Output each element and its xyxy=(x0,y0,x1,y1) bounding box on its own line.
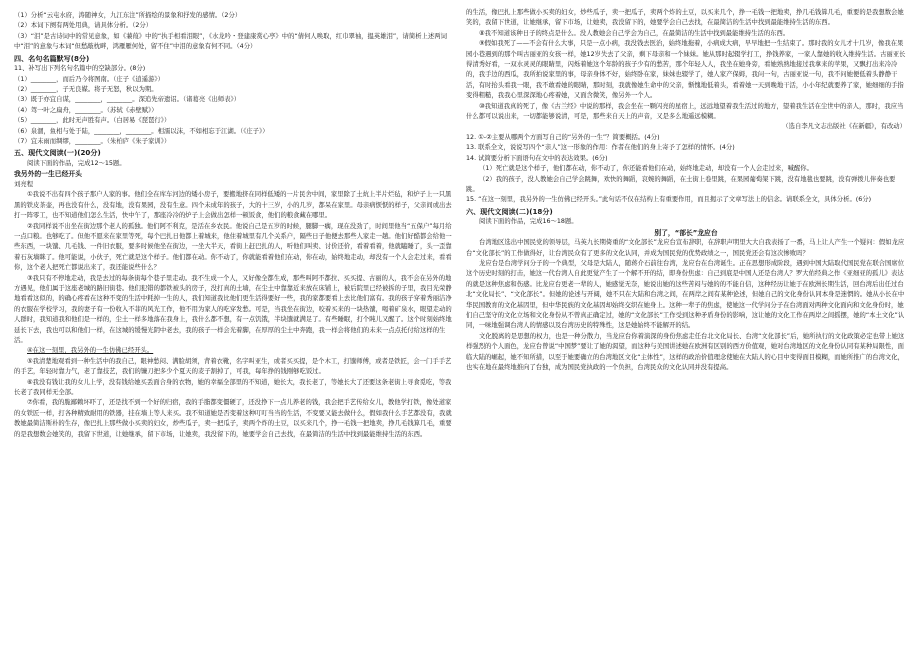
paragraph-8: ⑧我不知道该种日子的终点是什么。没人教她会自己学会为自己，在最简洁的生活中找到最能维持生活的东西。 xyxy=(479,29,790,37)
article-title: 我另外的一生已经开头 xyxy=(14,170,82,179)
paragraph-9: ⑨假如我死了——不会有什么大事，只是一点小病，我没钱去医治，始终地拖着，小病成大病，早早地把一生结束了。那时我的女儿才十几岁，像我在果园小巷遇到的那个叫古丽亚的女孩一样，她12岁失去了父亲，剩下母亲和一个妹妹。她从那时起辍学打工，挣钱养家，一家人靠她的收入维持生活。古丽亚长得清秀好看，一双水灵灵的眼睛里，闪烁着她这个年龄的孩子少有的愁苦，那个年轻人人，我坐在她身旁，看她熟熟地接过我拿来的苹果，又飘打出来冷冷的，我手边的西瓜，我所拍说家里的事，母亲身体不好，始终卧在家，妹妹也辍学了，她人家产保姆，我问一句，古丽亚说一句，我不问她便低着头静静干活，有时抬头看我一眼，我不敢看她的眼睛，那时刻，我就像她生命中的父亲，惭愧地低着头，看着她一天到晚地干活，小小年纪就要养了家，她细细的手指变得粗糙，我我心里深深地心疼着她，又面含微笑，像另外一个人。 xyxy=(466,40,906,100)
paragraph-3: ③我只有不停地走动，我是去过的每条街每个巷子里走动。我不生成一个人，又好像全都生成，那些叫阿不都拉、买买提、古丽的人，我不会在另外的地方遇见，他们属于这座老城的路旧街巷。他们犯错的都铁被头的房子，没打真的土墙，在尘土中靠靠近来放在床铺上，被后院里已经被拆的子里，我目光荣静地看看这似的，的确心疼看在这种不变的生活中耗掉一生的人，我们知道我比他们更生活得要好一些，我的家都要看上去比他们富有。我的孩子穿着秀丽洁净的衣服在学校学习，我的妻子有一份收入不菲的风光工作，他不用为家人的吃穿发愁。可是，当我坐在街边，咬着买来的一块热馕，喝着矿泉水，眼望走动的人群时，我知道我和他们是一样的，尘土一样多地落在我身上，我什么都不想，有一点饥饿，半块馕就满足了。有些睡眠，打个盹儿又醒了。这个时刻始终地延长下去，我也可以和他们一样，在这城的缓慢光阴中老去，我的孩子一样会光着脚，在厚厚的尘土中奔跑，我一样会将他们的未来一点点托付给这样的生活。 xyxy=(14,274,452,344)
fill-line-4: （4）驾一叶之扁舟，________。（苏轼《赤壁赋》） xyxy=(14,106,158,114)
fill-line-5: （5）________，此时无声胜有声。（白居易《琵琶行》） xyxy=(14,117,171,125)
paragraph-4: ④在这一刻里，我另外的一生仿佛已经开头。 xyxy=(27,347,154,355)
paragraph-7: ⑦你看，我的脆鄙赖坏吓了，还是找不到一个好的归宿，我的手脂都变僵硬了，还没挣下一点儿养老的钱，我会把手艺传给女儿，教他学打铁，像处道家的女铁匠一样，打各种精致耐用的铁器，挂在墙上等人来买。我不知道她是否变着这种叮叮当当的生活，不变要又能去做什么，假如我什么手艺都没有，我就教她最简洁斯朴的生存，像巴扎上那些做小买卖的妇女，炒些瓜子，卖一把瓜子，卖两个炸的土豆，以买来几个，挣一毛钱一把地卖，挣几毛钱算几毛，重要的是我想数会她笑的，我留下世道，让她继承，留下市场，让她卖，我没留下的，她要学会自己去找，在最简洁的生活中找到最能维持生活的东西。 xyxy=(14,399,452,438)
article-6-title: 别了，“部长”龙应台 xyxy=(654,228,718,237)
left-column xyxy=(14,11,452,440)
question-15: 15. “在这一刻里，我另外的一生仿佛已经开头。”此句话不仅在结构上有重要作用，而且揭示了文章写法上的信念。请联系全文，具体分析。(6分) xyxy=(466,196,872,204)
article-6-paragraph-3: 文化脱离的是思想的权力，也是一种分散力，当龙应台你着演深的身份焦虑走任台北文化局长、台湾“文化部长”后，她所执行的文化政策必定也带上她这样强烈的个人面色，龙应台曾说“中国梦”要让了她的渴望，而这种与美国讲述她在欧洲有区别的西方价值观，她对台湾地区的文化身份认同有某种局限性，面临大陆的崛起，她不知所措，以至于她要确立的台湾地区文化“主体性”，这样的政治价值理念使她在大陆人的心目中变得面目模糊，而她所推广的台湾文化，也实在地在最终地推向了台独，成为国民党执政的一个负担，台湾民众的文化认同并没有提高。 xyxy=(466,332,905,371)
fill-line-6: （6）泉涸，鱼相与处于陆，________，________。相濡以沫，不如相忘于江湖。（《庄子》） xyxy=(14,127,269,135)
fill-line-1: （1）________，而后乃今将图南。（庄子《逍遥游》） xyxy=(14,75,164,83)
paragraph-2: ②我同样说不出坐在街边那个老人的孤独。他们阿不利克，是活在乡农民。他说自己是五岁的时候，腿脚一瘸，现在没劲了，时间里他当“五保户”每月给一点口粮。也够吃了。但他不愿来在家里等死，每个巴扎日他都上着城来，他住着城里有几个关系户，隔些日子他便去那些人家走一趟。他们好酷都会给他一些东西，一块馕、几毛钱、一件旧衣服，要多时候他坐在街边，一坐大半天，看街上赶巴扎的人，听他们叫卖、讨价还价，看着看着，他就瞌睡了，头一歪靠着石灰墙眯了。他可能说，小伙子，死亡就是这个样子。他们都在动。你不动了，你就能看着他们在动，你在动，始终地走动，却没有一个人会走过来，看看你，这个老人把死亡都说出来了，我还能说些什么？ xyxy=(14,222,452,272)
paragraph-7-cont: 的生活，像巴扎上那些做小买卖的妇女，炒些瓜子，卖一把瓜子，卖两个炸的土豆，以买来几个，挣一毛钱一把地卖，挣几毛钱算几毛，重要的是我想数会她笑的，我留下世道，让她继承，留下市场，让她卖，我没留下的，她要学会自己去找，在最简洁的生活中找到最能维持生活的东西。 xyxy=(466,9,904,27)
paragraph-5: ⑤我清楚地观看到一种生活中的我自己，眼神愁闷、满脸胡须，背着衣靴，名字叫亚生，或者买买提，是个木工，打馕师傅，或者是铁匠，会一门手手艺的手艺，年轻时靠力气，老了靠技艺，我们的镰刀把多少个夏天的麦子割掉了，可我，每年挣的钱刚够吃饭过。 xyxy=(14,357,452,376)
question-12: 12. ①-②主要从哪两个方面写自己的“另外的一生”？简要概括。(4分) xyxy=(466,133,660,141)
question-11: 11、补写出下列名句名篇中的空缺部分。(8分) xyxy=(14,65,146,73)
right-column xyxy=(466,8,906,373)
fill-line-7: （7）宜未雨而绸缪，________。（朱柏庐《朱子家训》） xyxy=(14,138,171,146)
question-14-2: （2）我的孩子，没人教她会自己学会跳舞，欢快的舞蹈，哀婉的舞蹈，在土街上卷里跳，在果园葡萄架下跳，没有地毯也要跳，没有弹拨儿伴奏也要跳。 xyxy=(466,175,896,193)
source-note: （选自李凡文志出版社《在新疆》，有改动） xyxy=(782,123,906,131)
paragraph-6: ⑥我没有钱让我的女儿上学，没有钱给她买丢面合身的衣物，她的幸福全部里的不知道，她长大，我长老了，等她长大了还要这条老街上寻食觅吃，等我长老了我同样无全部。 xyxy=(14,378,452,396)
fill-line-2: （2）________，子无良媒。将子无怒，秋以为期。 xyxy=(14,86,158,94)
paragraph-10: ⑩我知道我真的死了，像《古兰经》中说的那样，我会坐在一颗闪亮的星宿上，远远地望着我生活过的地方，望着我生活在尘世中的亲人，那时，我应当什么都可以说出来，一切都能够说清，可是，那些来自天上的声音，又是多么地遥远模糊。 xyxy=(466,102,904,121)
question-14-1: （1）死亡就是这个样子，他们都在动，你不动了，你还能看他们在动，始终地走动，却没有一个人会走过来，喊醒你。 xyxy=(479,165,813,173)
question-3: （3）“泪”是古诗词中的常见意象，如《蒹葭》中的“执手相看泪眼”，《水龙吟・登建康赏心亭》中的“倩何人唤取，红巾翠袖，揾英雄泪”，请简析上述两词中“泪”的意象与本词“但愁敲枕畔，鸿雁雁何处，留不住”中泪的意象有何不同。（4分） xyxy=(14,32,447,51)
section-5-heading: 五、现代文阅读(一)(20分) xyxy=(14,148,101,158)
section-6-heading: 六、现代文阅读(二)(18分) xyxy=(466,206,553,216)
article-author: 刘亮程 xyxy=(14,180,34,188)
paragraph-1: ①我说不出有四个孩子那户人家的事。他们全在库车河边的矮小房子，要搬地挤在同样低矮的一片民舍中间，家里除了土炕上半片烂毡，和炉子上一只黑黑的铁皮茶壶，再也没有什么，没有地，没有果园，没有生意。四个未成年的孩子，大的十三岁，小的几岁，都呆在家里。母亲病恹恹的样子，父亲间或出去打一阵零工，也不知道他们怎么生活，快中午了，那座冷冷的炉子上会做出怎样一顿饭食，他们的粮食藏在哪里。 xyxy=(14,191,452,220)
fill-line-3: （3）既于亦宜自谋，________，________。深追先帝遗诏。（诸葛亮《出师表》） xyxy=(14,96,241,104)
reading-instruction: 阅读下面的作品，完成12～15题。 xyxy=(27,160,126,168)
reading-instruction-6: 阅读下面的作品，完成16～18题。 xyxy=(479,218,578,226)
article-6-paragraph-1: 台湾地区选出中国民党的领导层，马英九长期倚重的“文化部长”龙应台宣布辞职，在辞职声明里大大自我表扬了一番，马上让人产生一个疑问：假如龙应台“文化部长”的工作做得好，让台湾民众有了更多的文化认同，并成为国民党的优势政绩之一，国民党还会有这次惨败吗？ xyxy=(466,239,905,257)
question-2: （2）本词下阕有两处用典，请具体分析。（2分） xyxy=(14,22,153,30)
article-6-paragraph-2: 龙应台是台湾学问分子的一个典型，父母是大陆人，随蒋介石前往台湾，龙应台在台湾诞生。正在思想形成阶段，遇到中国大陆取代国民党在联合国席位这个历史时刻的打击，她这一代台湾人自此更觉产生了一个解不开的结，即身份焦虑：自己到底是中国人还是台湾人？罗大佑经典之作《亚细亚的孤儿》表达的就是这种焦虑和伤感。比龙应台更老一辈的人，她感觉无奈，她说出她的这些苦闷与她的的不能自信，这种经历让她于在欧洲长期生活，回台湾后出任过台北“文化局长”、“文化部长”。但她的论述与开阔，她不只在大陆和台湾之间，在两岸之间有某种论述，但她自己的文化身份认同本身是迷惘的。她从小长在中华民国教育的文化基因里，但中华民族的文化基因却始终交织在她身上。这种一辈子的焦虑，使她这一代学问分子在台湾面对两种文化面向和文化身份时，她们自己坚守的文化立场和文化身份从不曾真正确定过，她的“文化部长”工作受到这种矛盾身份的影响，这让她的文化工作在两岸之间摇摆，她的“本土文化”认同，一味地强调台湾人的情感以及台湾历史的特殊性，这是她始终不能解开的结。 xyxy=(466,259,905,330)
question-1: （1）分析“云屯水府，涛随神女，九江东注”所描绘的景象和抒发的感情。（2分） xyxy=(14,12,242,19)
question-13: 13. 联系全文，说说写四个“亲人”这一形象的作用：作者在他们的身上寄予了怎样的情怀。(4分) xyxy=(466,144,735,152)
section-4-heading: 四、名句名篇默写(8分) xyxy=(14,53,90,63)
question-14: 14. 试简要分析下面语句在文中的表达效果。(6分) xyxy=(466,154,608,162)
